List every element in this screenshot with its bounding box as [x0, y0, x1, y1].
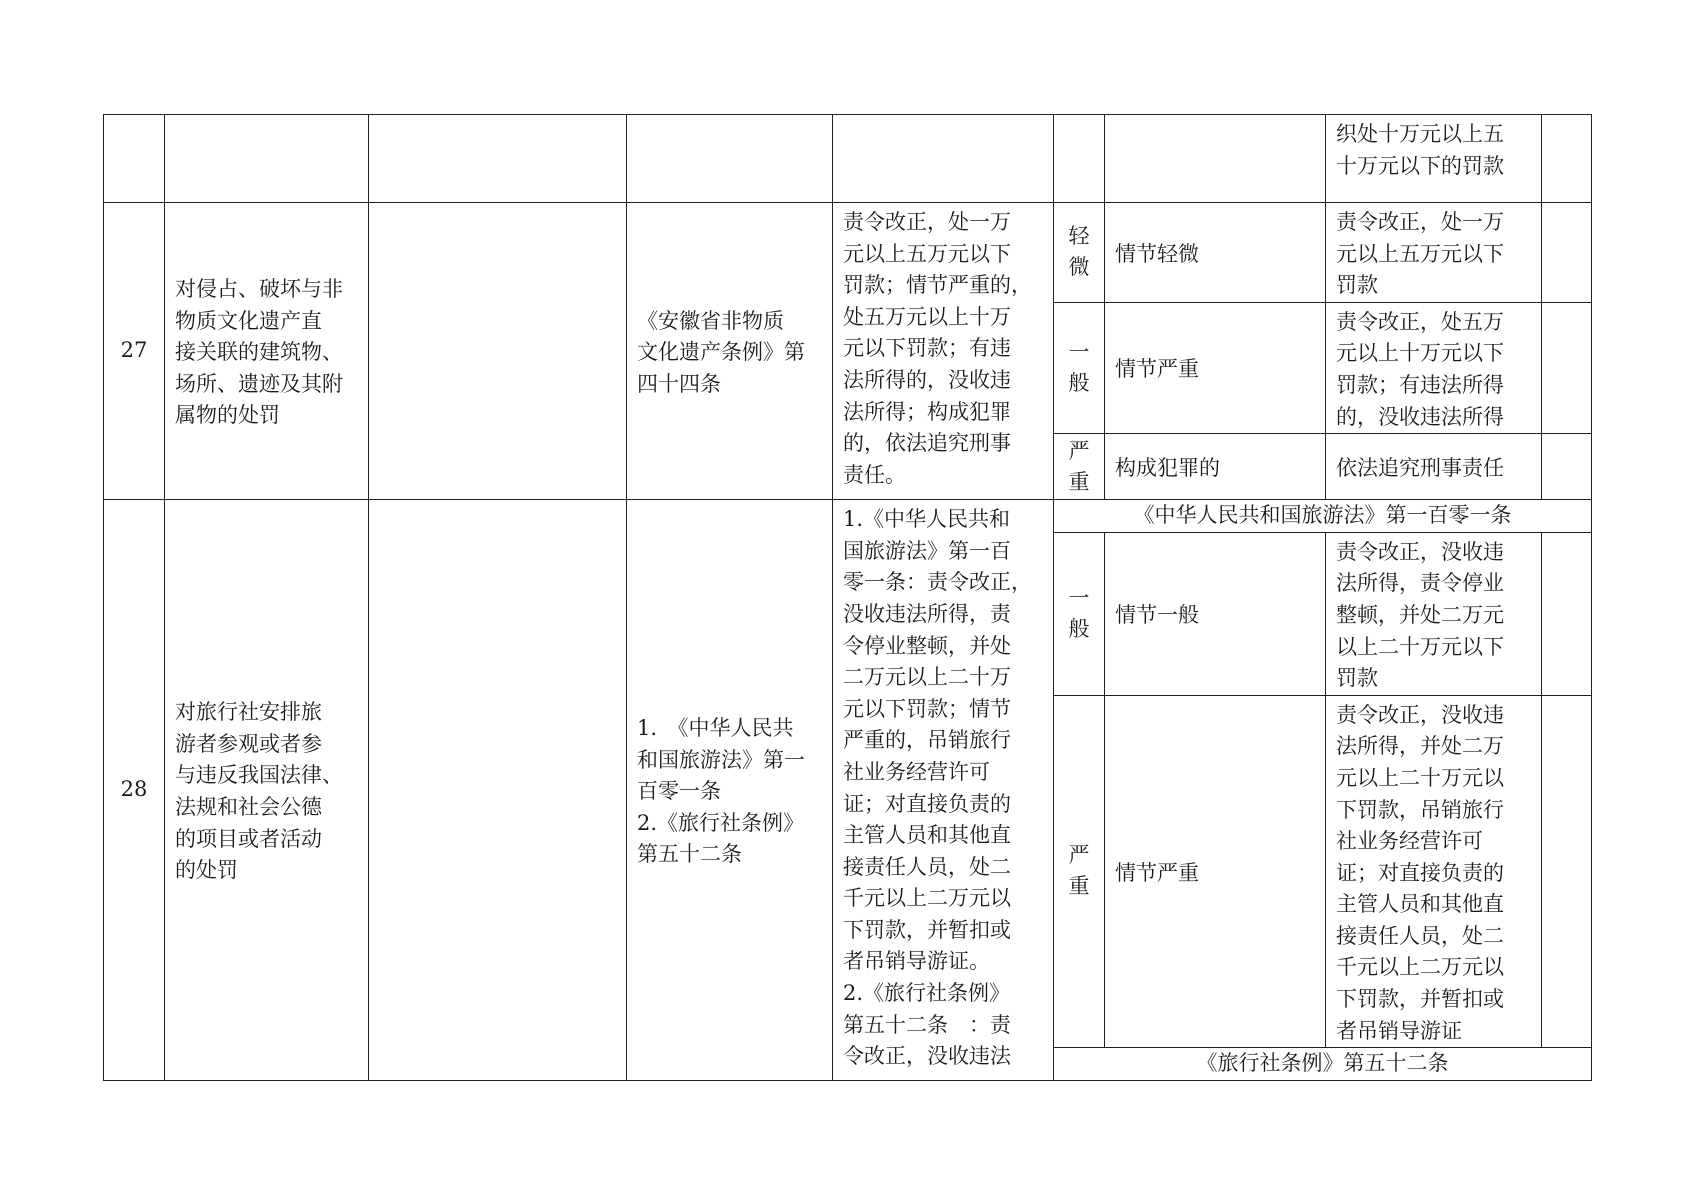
measure-cell — [1326, 302, 1542, 433]
penalty-line: 法所得的，没收违 — [843, 367, 1011, 392]
item-line: 接关联的建筑物、 — [175, 340, 343, 365]
grade-cell — [1054, 695, 1105, 1048]
grade-cell — [1054, 434, 1105, 500]
grade-char: 重 — [1068, 874, 1090, 899]
grade-char: 一 — [1068, 585, 1090, 610]
item-line: 的项目或者活动 — [175, 826, 322, 851]
basis-line: 《安徽省非物质 — [637, 308, 784, 333]
basis-line: 和国旅游法》第一 — [637, 747, 805, 772]
grade-cell — [1054, 302, 1105, 433]
measure-line: 整顿，并处二万元 — [1336, 602, 1504, 627]
item-cell — [165, 500, 369, 1081]
measure-line: 法所得，并处二万 — [1336, 734, 1504, 759]
penalty-line: 令改正，没收违法 — [843, 1044, 1011, 1069]
item-line: 场所、遗迹及其附 — [175, 371, 343, 396]
remarks-cell — [1542, 532, 1592, 695]
penalty-line: 法所得；构成犯罪 — [843, 399, 1011, 424]
measure-line: 的，没收违法所得 — [1336, 404, 1504, 429]
grade-cell — [1054, 532, 1105, 695]
measure-line: 者吊销导游证 — [1336, 1018, 1462, 1043]
row-number: 28 — [104, 500, 165, 1081]
penalty-line: 接责任人员，处二 — [843, 854, 1011, 879]
basis-cell — [627, 115, 833, 203]
penalty-line: 的，依法追究刑事 — [843, 431, 1011, 456]
carryover-row — [104, 115, 1592, 203]
measure-line: 责令改正，没收违 — [1336, 539, 1504, 564]
measure-line: 织处十万元以上五 — [1336, 122, 1504, 146]
section-title: 《旅行社条例》第五十二条 — [1054, 1048, 1592, 1081]
row-27-grade-light — [104, 203, 1592, 303]
item-line: 对旅行社安排旅 — [175, 700, 322, 725]
empty-cell — [369, 115, 627, 203]
measure-cell — [1326, 695, 1542, 1048]
item-cell — [165, 115, 369, 203]
basis-line: 文化遗产条例》第 — [637, 340, 805, 365]
basis-cell — [627, 500, 833, 1081]
item-line: 游者参观或者参 — [175, 731, 322, 756]
item-line: 属物的处罚 — [175, 403, 280, 428]
measure-line: 法所得，责令停业 — [1336, 571, 1504, 596]
grade-char: 般 — [1068, 616, 1090, 641]
penalty-line: 元以下罚款；情节 — [843, 696, 1011, 721]
circumstance-cell: 情节严重 — [1105, 302, 1326, 433]
grade-char: 微 — [1068, 255, 1090, 280]
measure-line: 下罚款，吊销旅行 — [1336, 797, 1504, 822]
measure-cell — [1326, 115, 1542, 203]
penalty-line: 元以上五万元以下 — [843, 241, 1011, 266]
measure-line: 主管人员和其他直 — [1336, 892, 1504, 917]
circumstance-cell: 情节严重 — [1105, 695, 1326, 1048]
penalty-line: 千元以上二万元以 — [843, 886, 1011, 911]
row-number: 27 — [104, 203, 165, 500]
penalty-line: 严重的，吊销旅行 — [843, 728, 1011, 753]
penalty-discretion-table — [103, 114, 1592, 1081]
penalty-line: 2.《旅行社条例》 — [843, 981, 1011, 1006]
circumstance-cell — [1105, 115, 1326, 203]
basis-line: 2.《旅行社条例》 — [637, 810, 805, 835]
item-line: 的处罚 — [175, 858, 238, 883]
remarks-cell — [1542, 434, 1592, 500]
measure-line: 责令改正，没收违 — [1336, 702, 1504, 727]
measure-line: 证；对直接负责的 — [1336, 860, 1504, 885]
penalty-line: 1.《中华人民共和 — [843, 507, 1011, 532]
item-cell — [165, 203, 369, 500]
penalty-line: 二万元以上二十万 — [843, 665, 1011, 690]
circumstance-cell: 情节轻微 — [1105, 203, 1326, 303]
circumstance-cell: 构成犯罪的 — [1105, 434, 1326, 500]
penalty-line: 下罚款，并暂扣或 — [843, 917, 1011, 942]
measure-cell — [1326, 434, 1542, 500]
penalty-cell — [833, 203, 1054, 500]
penalty-line: 没收违法所得，责 — [843, 601, 1011, 626]
grade-char: 轻 — [1068, 224, 1090, 249]
penalty-line: 处五万元以上十万 — [843, 304, 1011, 329]
penalty-cell — [833, 500, 1054, 1081]
grade-char: 严 — [1068, 843, 1090, 868]
penalty-line: 元以下罚款；有违 — [843, 336, 1011, 361]
penalty-line: 罚款；情节严重的， — [843, 273, 1032, 298]
item-line: 与违反我国法律、 — [175, 763, 343, 788]
measure-cell — [1326, 532, 1542, 695]
measure-line: 责令改正，处五万 — [1336, 309, 1504, 334]
remarks-cell — [1542, 203, 1592, 303]
measure-line: 下罚款，并暂扣或 — [1336, 987, 1504, 1012]
penalty-line: 者吊销导游证。 — [843, 949, 990, 974]
measure-line: 罚款；有违法所得 — [1336, 372, 1504, 397]
grade-char: 一 — [1068, 339, 1090, 364]
measure-line: 依法追究刑事责任 — [1336, 455, 1504, 480]
penalty-line: 责令改正，处一万 — [843, 210, 1011, 234]
grade-char: 重 — [1068, 469, 1090, 494]
penalty-cell — [833, 115, 1054, 203]
penalty-line: 社业务经营许可 — [843, 759, 990, 784]
row-28-section-title-1 — [104, 500, 1592, 533]
measure-line: 罚款 — [1336, 273, 1378, 298]
measure-line: 元以上十万元以下 — [1336, 341, 1504, 366]
empty-cell — [369, 500, 627, 1081]
remarks-cell — [1542, 302, 1592, 433]
remarks-cell — [1542, 695, 1592, 1048]
penalty-line: 国旅游法》第一百 — [843, 538, 1011, 563]
penalty-line: 主管人员和其他直 — [843, 823, 1011, 848]
penalty-line: 令停业整顿，并处 — [843, 633, 1011, 658]
penalty-line: 零一条：责令改正， — [843, 570, 1032, 595]
grade-cell — [1054, 203, 1105, 303]
measure-line: 社业务经营许可 — [1336, 829, 1483, 854]
empty-cell — [369, 203, 627, 500]
basis-line: 四十四条 — [637, 371, 721, 396]
penalty-line: 责任。 — [843, 462, 906, 487]
penalty-line: 第五十二条 ：责 — [843, 1012, 1011, 1037]
measure-line: 元以上二十万元以 — [1336, 765, 1504, 790]
basis-cell — [627, 203, 833, 500]
number-cell — [104, 115, 165, 203]
item-line: 对侵占、破坏与非 — [175, 277, 343, 302]
measure-line: 元以上五万元以下 — [1336, 241, 1504, 266]
measure-line: 接责任人员，处二 — [1336, 923, 1504, 948]
penalty-line: 证；对直接负责的 — [843, 791, 1011, 816]
grade-char: 般 — [1068, 370, 1090, 395]
measure-cell — [1326, 203, 1542, 303]
item-line: 法规和社会公德 — [175, 795, 322, 819]
basis-line: 1. 《中华人民共 — [637, 716, 794, 741]
section-title: 《中华人民共和国旅游法》第一百零一条 — [1054, 500, 1592, 533]
grade-cell — [1054, 115, 1105, 203]
grade-char: 严 — [1068, 438, 1090, 463]
remarks-cell — [1542, 115, 1592, 203]
item-line: 物质文化遗产直 — [175, 308, 322, 333]
measure-line: 千元以上二万元以 — [1336, 955, 1504, 980]
measure-line: 责令改正，处一万 — [1336, 210, 1504, 234]
measure-line: 以上二十万元以下 — [1336, 634, 1504, 659]
basis-line: 第五十二条 — [637, 842, 742, 867]
basis-line: 百零一条 — [637, 779, 721, 804]
measure-line: 十万元以下的罚款 — [1336, 153, 1504, 178]
circumstance-cell: 情节一般 — [1105, 532, 1326, 695]
measure-line: 罚款 — [1336, 666, 1378, 691]
